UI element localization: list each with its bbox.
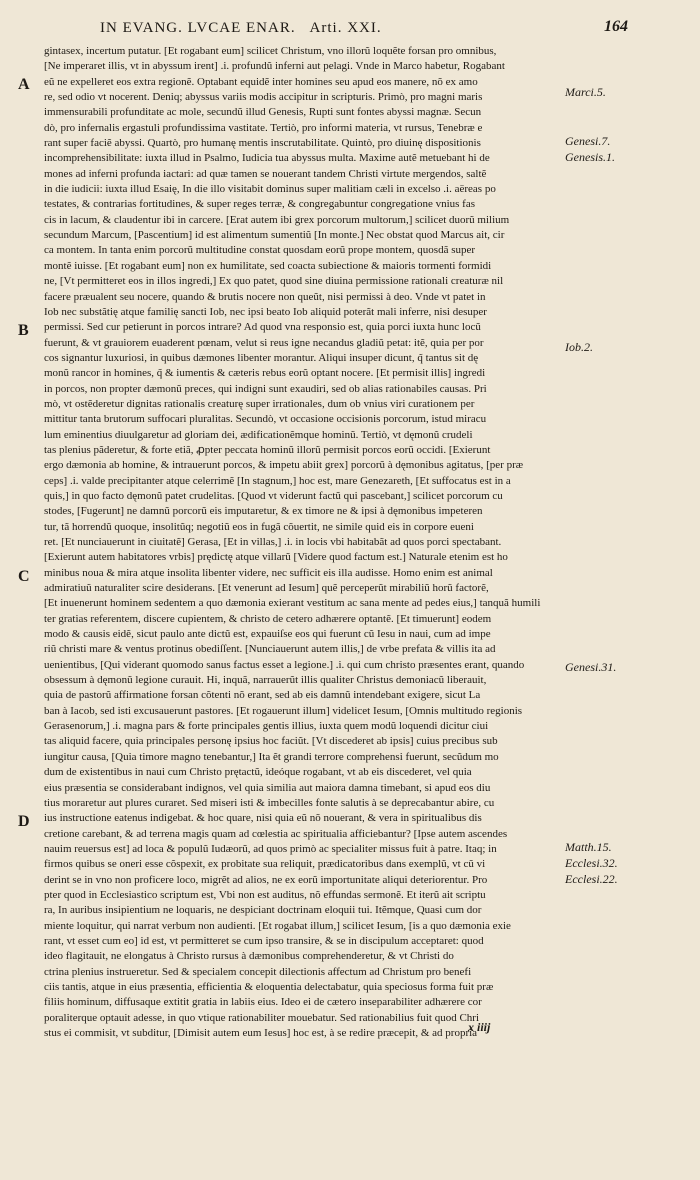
text-line: [Exierunt autem habitatores vrbis] prędictę atque villarũ [Videre quod factum est.] Naturale etenim est ho — [44, 551, 508, 564]
text-line: ciis tantis, atque in eius præsentia, efficientia & eloquentia delectabatur, quia speciosus forma fuit præ — [44, 980, 494, 993]
text-line: filiis hominum, diffusaque extitit gratia in labiis eius. Ideo ei de cætero inseparabiliter adhærere cor — [44, 996, 482, 1009]
text-line: Iob nec substãtię atque familię sancti Iob, nec ipsi beato Iob aliquid poterãt mali inferre, nisi desuper — [44, 305, 487, 318]
text-line: stodes, [Fugerunt] ne damnũ porcorũ eis imputaretur, & ex timore ne & ipsi à dęmonibus impeteren — [44, 505, 483, 518]
text-line: ret. [Et nunciauerunt in ciuitatẽ] Gerasa, [Et in villas,] .i. in locis vbi habitabãt ad quos porci spectabant. — [44, 536, 502, 548]
text-line: lum eminentius diuulgaretur ad gloriam dei, ædificationẽmque hominũ. Tertiò, vt dęmonũ crudeli — [44, 428, 473, 441]
text-line: in porcos, non propter dæmonũ preces, qui indigni sunt exaudiri, sed ob alias rationabiles causas. Pri — [44, 382, 487, 395]
text-line: dum de existentibus in naui cum Christo prętactũ, ideóque rogabant, vt ab eis discederet, vel quia — [44, 766, 472, 779]
text-line: ne, [Vt permitteret eos in illos ingredi,] Ex quo patet, quod sine diuina permissione rationali creaturæ nil — [44, 275, 504, 288]
text-line: nauim reuersus est] ad loca & populũ Iudæorũ, ad quos primò ac specialiter missus fuit à patre. Itaq; in — [44, 842, 497, 855]
text-line: pter quod in Ecclesiastico scriptum est, Vbi non est auditus, nõ effundas sermonẽ. Et iterũ ait scriptu — [44, 888, 486, 901]
running-head — [100, 20, 580, 37]
text-line: ideo flagitauit, ne elongatus à Christo rursus à dæmonibus comprehenderetur, & vt Christi do — [44, 950, 454, 963]
text-line: [Et inuenerunt hominem sedentem a quo dæmonia exierant vestitum ac sana mente ad pedes eius,] tanquã humili — [44, 597, 541, 610]
text-line: quis,] in quo facto dęmonũ patet crudelitas. [Quod vt viderunt factũ qui pascebant,] scilicet porcorum cu — [44, 489, 503, 502]
text-line: mones ad inferni profunda iactari: ad quæ tamen se nouerant tandem Christi virtute mergendos, saltẽ — [44, 167, 487, 180]
text-line: ca montem. In tanta enim porcorũ multitudine constat quosdam eorũ prope montem, quosdã super — [44, 244, 476, 257]
margin-note: Marci.5. — [565, 85, 606, 99]
text-line: poraliterque optauit adesse, in quo vtique rationabiliter mouebatur. Sed rationabilius fuit quod Chri — [44, 1011, 480, 1024]
text-line: iungitur causa, [Quia timore magno tenebantur,] Ita ẽt grandi terrore comprehensi fuerunt, secũdum mo — [44, 750, 499, 763]
text-line: uenientibus, [Qui viderant quomodo sanus factus esset a legione.] .i. qui cum christo præsentes erant, quando — [44, 658, 525, 671]
text-line: ceps] .i. valde precipitanter atque celerrimẽ [In stagnum,] hoc est, mare Genezareth, [Et suffocatus est in a — [44, 474, 511, 487]
text-line: permissi. Sed cur petierunt in porcos intrare? Ad quod vna responsio est, quia porci iuxta hunc locũ — [44, 321, 481, 334]
text-line: minibus noua & mira atque insolita libenter videre, nec sufficit eis illa audisse. Homo enim est animal — [44, 566, 493, 579]
text-line: mò, vt ostẽderetur dignitas rationalis creaturę super irrationales, dum ob vnius viri curationem per — [44, 397, 475, 410]
text-line: montẽ iuisse. [Et rogabant eum] non ex humilitate, sed coacta subiectione & maioris tormenti formidi — [44, 259, 492, 272]
margin-note: Ecclesi.32. — [565, 856, 618, 870]
margin-note: Genesi.7. — [565, 134, 611, 148]
article-number: Arti. XXI. — [309, 20, 382, 36]
text-line: eũ ne expelleret eos extra regionẽ. Optabant equidẽ inter homines seu apud eos manere, nõ ex amo — [44, 75, 478, 88]
text-line: tur, tã horrendũ quoque, insolitũq; negotiũ eos in fugã cõuertit, ne simile quid eis in corpore eueni — [44, 520, 474, 533]
text-line: testates, & contrarias fortitudines, & super reges terræ, & congregabuntur congregatione vnius fas — [44, 198, 476, 211]
text-line: stus ei commisit, vt subditur, [Dimisit autem eum Iesus] hoc est, à se redire præcepit, & ad propria — [44, 1027, 478, 1039]
text-line: in die iudicii: iuxta illud Esaię, In die illo visitabit dominus super malitiam cæli in excelso .i. aëreas po — [44, 183, 496, 196]
section-letter-c: C — [18, 568, 30, 585]
text-line: derint se in vno non proficere loco, migrẽt ad alios, ne ex eorũ importunitate aliqui deteriorentur. Pro — [44, 873, 488, 886]
text-line: obsessum à dęmonũ legione curauit. Hi, inquã, narrauerũt illis qualiter Christus demoniacũ liberauit, — [44, 674, 487, 687]
text-line: eius præsentia se considerabant indignos, vel quia similia aut maiora damna timebant, si apud eos diu — [44, 781, 491, 794]
text-line: tas aliquid facere, quia principales personę ipsius hoc faciũt. [Vt discederet ab ipsis] cuius precibus sub — [44, 735, 498, 748]
text-line: re, sed odio vt nocerent. Deniq; abyssus variis modis accipitur in scripturis. Primò, pro magni maris — [44, 91, 483, 104]
text-line: quia de pastorũ affirmatione forsan cõtenti nõ erant, sed ab eis damnũ intendebant exigere, sicut La — [44, 689, 481, 702]
text-line: ergo dæmonia ab homine, & intrauerunt porcos, & impetu abiit grex] porcorũ à dęmonibus agitatus, [per præ — [44, 459, 524, 472]
commentary-text — [44, 44, 564, 1041]
text-line: ter gratias referentem, discere cupientem, & christo de cetero adhærere optantẽ. [Et timuerunt] eodem — [44, 612, 492, 625]
text-line: dò, pro infernalis ergastuli profundissima vastitate. Tertiò, pro informi materia, vt rursus, Tenebræ e — [44, 121, 483, 134]
margin-note: Genesis.1. — [565, 150, 615, 164]
text-line: cis in lacum, & claudentur ibi in carcere. [Erat autem ibi grex porcorum multorum,] scilicet duorũ milium — [44, 213, 510, 226]
text-line: riũ christi mare & ventus protinus obediſſent. [Nunciauerunt autem illis,] de vrbe prefata & villis ita ad — [44, 643, 496, 656]
text-line: ius instructione eatenus indigebat. & hoc quare, nisi quia eũ nõ nouerant, & vera in spiritualibus dis — [44, 812, 482, 825]
text-line: immensurabili profunditate ac mole, secundũ illud Genesis, Rupti sunt fontes abyssi magnæ. Secun — [44, 106, 482, 119]
text-line: monũ rancor in homines, q̃ & iumentis & cæteris rebus eorũ optant nocere. [Et permisit illis] ingredi — [44, 367, 486, 380]
text-line: ra, In auribus insipientium ne loquaris, ne despiciant doctrinam eloquii tui. Itẽmque, Quasi cum dor — [44, 904, 482, 917]
text-line: [Ne imperaret illis, vt in abyssum irent] .i. profundũ inferni aut pelagi. Vnde in Marco habetur, Rogabant — [44, 60, 505, 73]
text-line: tas plenius pãderetur, & forte etiã, ꝓpter peccata hominũ illorũ permisit porcos eorũ occidi. [Exierunt — [44, 443, 491, 456]
text-line: firmos quibus se oneri esse cõspexit, ex probitate sua reliquit, prædicatoribus dans exemplũ, vt cũ vi — [44, 858, 486, 871]
text-line: ctrina plenius instrueretur. Sed & specialem concepit dilectionis affectum ad Christum pro benefi — [44, 965, 472, 978]
text-line: secundum Marcum, [Pascentium] id est alimentum sumentiũ [In monte.] Nec obstat quod Marcus ait, cir — [44, 229, 505, 242]
section-letter-d: D — [18, 813, 30, 830]
margin-note: Genesi.31. — [565, 660, 617, 674]
running-title: IN EVANG. LVCAE ENAR. — [100, 20, 296, 36]
text-line: admiratiuũ naturaliter scire desiderans. [Et venerunt ad Iesum] quẽ perceperũt mirabiliũ horũ factorẽ, — [44, 582, 489, 595]
text-line: cretione carebant, & ad terrena magis quam ad cœlestia ac spiritualia afficiebantur? [Ipse autem ascendes — [44, 827, 508, 840]
text-line: ban à Iacob, sed isti excusauerunt pastores. [Et rogauerunt illum] videlicet Iesum, [Omnis multitudo regionis — [44, 704, 523, 717]
signature-mark: x iiij — [468, 1020, 491, 1034]
text-line: fuerunt, & vt grauiorem euaderent pœnam, velut si reus igne necandus gladiũ petat: itẽ, quia per por — [44, 336, 484, 349]
margin-note: Ecclesi.22. — [565, 872, 618, 886]
text-line: mittitur tanta brutorum suffocari pluralitas. Secundò, vt occasione occisionis porcorum, istud miracu — [44, 413, 487, 426]
section-letter-a: A — [18, 76, 30, 93]
section-letter-b: B — [18, 322, 29, 339]
text-line: rant super faciẽ abyssi. Quartò, pro humanę mentis inscrutabilitate. Quintò, pro diuinę dispositionis — [44, 137, 481, 150]
text-line: incomprehensibilitate: iuxta illud in Psalmo, Iudicia tua abyssus multa. Maxime autẽ metuebant hi de — [44, 152, 490, 165]
text-line: facere præualent seu nocere, quando & brutis nocere non queũt, nisi permissi à deo. Vnde vt patet in — [44, 290, 486, 303]
folio-number: 164 — [604, 18, 628, 35]
margin-note: Matth.15. — [565, 840, 612, 854]
margin-note: Iob.2. — [565, 340, 593, 354]
text-line: gintasex, incertum putatur. [Et rogabant eum] scilicet Christum, vno illorũ loquẽte forsan pro omnibus, — [44, 45, 497, 57]
text-line: cos signantur luxuriosi, in quibus dæmones libenter morantur. Aliqui insuper dicunt, q̃ tantus sit dę — [44, 351, 479, 364]
text-line: modo & causis eidẽ, sicut paulo ante dictũ est, expauiſse eos qui fuerunt cũ Iesu in naui, cum ad impe — [44, 628, 491, 641]
text-line: tius moraretur aut plures curaret. Sed miseri isti & imbecilles fonte salutis à se deprecabantur abire, cu — [44, 796, 495, 809]
text-line: Gerasenorum,] .i. magna pars & forte principales gentis illius, iuxta quem modũ loquendi dicitur ciui — [44, 720, 489, 733]
text-line: miente loquitur, qui narrat verbum non audienti. [Et rogabat illum,] scilicet Iesum, [is a quo dæmonia exie — [44, 919, 511, 932]
text-line: rant, vt esset cum eo] id est, vt permitteret se cum ipso transire, & se in discipulum acceptaret: quod — [44, 934, 484, 947]
